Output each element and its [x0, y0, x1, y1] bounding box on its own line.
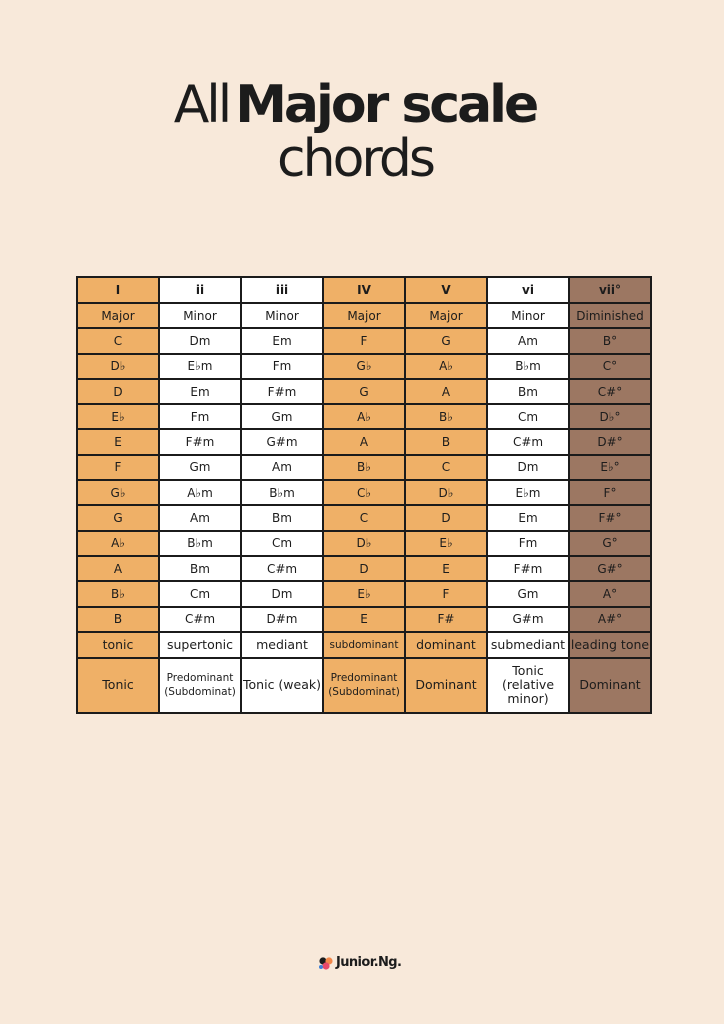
chord-cell: G#m	[487, 607, 569, 632]
chord-cell: B♭	[323, 455, 405, 480]
chord-cell: C♭	[323, 480, 405, 505]
degree-header: ii	[159, 277, 241, 303]
chord-cell: G	[405, 328, 487, 353]
header-row	[77, 277, 651, 303]
chord-quality: Minor	[241, 303, 323, 328]
chord-cell: Am	[241, 455, 323, 480]
chord-quality: Diminished	[569, 303, 651, 328]
degree-header: V	[405, 277, 487, 303]
degree-header: I	[77, 277, 159, 303]
chord-cell: F	[77, 455, 159, 480]
chord-cell: E♭	[323, 581, 405, 606]
chord-cell: Fm	[487, 531, 569, 556]
table-row	[77, 455, 651, 480]
title-line-2: chords	[277, 129, 433, 189]
chord-cell: A♭m	[159, 480, 241, 505]
role-line: Dominant	[415, 677, 477, 693]
chord-cell: F	[323, 328, 405, 353]
chord-cell: E♭°	[569, 455, 651, 480]
chord-cell: F#m	[487, 556, 569, 581]
chord-cell: F#°	[569, 505, 651, 530]
chord-cell: G#m	[241, 429, 323, 454]
chord-cell: F°	[569, 480, 651, 505]
table-row	[77, 581, 651, 606]
chord-cell: G♭	[77, 480, 159, 505]
function-name: dominant	[405, 632, 487, 658]
role-line: Dominant	[579, 677, 641, 693]
chord-cell: C	[323, 505, 405, 530]
function-name: submediant	[487, 632, 569, 658]
role-line: minor)	[507, 691, 549, 707]
chord-cell: Dm	[487, 455, 569, 480]
chord-cell: Gm	[487, 581, 569, 606]
chord-cell: G♭	[323, 354, 405, 379]
brand-logo-icon	[318, 956, 334, 970]
chord-quality: Major	[405, 303, 487, 328]
chord-cell: D#m	[241, 607, 323, 632]
chord-cell: B♭	[77, 581, 159, 606]
harmonic-role	[241, 658, 323, 713]
table-row	[77, 404, 651, 429]
chord-cell: B♭	[405, 404, 487, 429]
chord-quality: Minor	[159, 303, 241, 328]
chord-quality: Minor	[487, 303, 569, 328]
role-row	[77, 658, 651, 713]
chord-cell: F	[405, 581, 487, 606]
role-line: Predominant	[166, 672, 234, 685]
chord-quality: Major	[77, 303, 159, 328]
chord-cell: A#°	[569, 607, 651, 632]
page-title	[0, 75, 710, 189]
role-line: Tonic	[102, 677, 134, 693]
role-line: (Subdominat)	[164, 686, 236, 699]
function-name: mediant	[241, 632, 323, 658]
chord-cell: C°	[569, 354, 651, 379]
chord-cell: F#m	[159, 429, 241, 454]
brand-logo	[318, 955, 401, 970]
chord-cell: Bm	[241, 505, 323, 530]
chord-cell: D♭°	[569, 404, 651, 429]
title-line-1	[0, 76, 710, 134]
chord-cell: G°	[569, 531, 651, 556]
chord-cell: Cm	[159, 581, 241, 606]
harmonic-role	[159, 658, 241, 713]
chord-cell: B	[405, 429, 487, 454]
chord-cell: Em	[241, 328, 323, 353]
table-row	[77, 531, 651, 556]
chord-cell: B°	[569, 328, 651, 353]
role-line: Tonic	[512, 663, 544, 679]
chord-cell: Gm	[159, 455, 241, 480]
chord-cell: B♭m	[241, 480, 323, 505]
table-row	[77, 556, 651, 581]
chord-cell: Am	[159, 505, 241, 530]
chord-cell: A♭	[405, 354, 487, 379]
degree-header: vi	[487, 277, 569, 303]
chord-cell: A	[323, 429, 405, 454]
harmonic-role	[323, 658, 405, 713]
chord-cell: F#	[405, 607, 487, 632]
chord-cell: C	[405, 455, 487, 480]
chord-cell: G	[77, 505, 159, 530]
role-line: Predominant	[330, 672, 398, 685]
chord-cell: D♭	[323, 531, 405, 556]
chord-cell: B♭m	[487, 354, 569, 379]
chord-cell: Fm	[241, 354, 323, 379]
harmonic-role	[487, 658, 569, 713]
chord-cell: E	[405, 556, 487, 581]
chord-cell: E♭	[405, 531, 487, 556]
degree-header: iii	[241, 277, 323, 303]
chord-cell: E♭m	[487, 480, 569, 505]
chord-quality: Major	[323, 303, 405, 328]
chord-cell: Bm	[159, 556, 241, 581]
function-name: leading tone	[569, 632, 651, 658]
title-light: All	[173, 75, 230, 135]
chord-cell: A	[77, 556, 159, 581]
chord-cell: Bm	[487, 379, 569, 404]
chord-cell: Gm	[241, 404, 323, 429]
table-row	[77, 505, 651, 530]
function-name: supertonic	[159, 632, 241, 658]
chord-cell: F#m	[241, 379, 323, 404]
chord-cell: D	[405, 505, 487, 530]
chord-cell: A°	[569, 581, 651, 606]
chord-cell: C#m	[159, 607, 241, 632]
table-row	[77, 354, 651, 379]
degree-header: vii°	[569, 277, 651, 303]
quality-row	[77, 303, 651, 328]
table-row	[77, 379, 651, 404]
table-row	[77, 328, 651, 353]
chord-cell: Dm	[159, 328, 241, 353]
chord-cell: G#°	[569, 556, 651, 581]
chord-cell: Am	[487, 328, 569, 353]
chord-cell: Dm	[241, 581, 323, 606]
chord-cell: Em	[159, 379, 241, 404]
harmonic-role	[569, 658, 651, 713]
table-row	[77, 429, 651, 454]
chord-cell: G	[323, 379, 405, 404]
harmonic-role	[405, 658, 487, 713]
chord-cell: E♭	[77, 404, 159, 429]
chord-cell: D#°	[569, 429, 651, 454]
chord-cell: D	[77, 379, 159, 404]
function-name: subdominant	[323, 632, 405, 658]
harmonic-role	[77, 658, 159, 713]
chord-cell: Fm	[159, 404, 241, 429]
chord-cell: Cm	[241, 531, 323, 556]
chord-cell: Cm	[487, 404, 569, 429]
chord-cell: C#m	[241, 556, 323, 581]
chord-cell: B♭m	[159, 531, 241, 556]
chord-cell: A♭	[77, 531, 159, 556]
chord-cell: E	[77, 429, 159, 454]
chord-cell: D♭	[77, 354, 159, 379]
role-line: (Subdominat)	[328, 686, 400, 699]
role-line: (relative	[501, 677, 555, 693]
function-name: tonic	[77, 632, 159, 658]
chord-cell: A	[405, 379, 487, 404]
chord-cell: C	[77, 328, 159, 353]
title-bold: Major scale	[235, 75, 537, 135]
degree-header: IV	[323, 277, 405, 303]
chord-cell: A♭	[323, 404, 405, 429]
chord-cell: C#m	[487, 429, 569, 454]
function-row	[77, 632, 651, 658]
role-line: Tonic (weak)	[243, 677, 321, 693]
table-row	[77, 607, 651, 632]
chord-cell: D♭	[405, 480, 487, 505]
chord-cell: B	[77, 607, 159, 632]
brand-name: Junior.Ng.	[336, 955, 402, 970]
chord-cell: E	[323, 607, 405, 632]
table-row	[77, 480, 651, 505]
chord-cell: E♭m	[159, 354, 241, 379]
chord-table	[76, 276, 652, 714]
chord-cell: D	[323, 556, 405, 581]
chord-cell: Em	[487, 505, 569, 530]
chord-cell: C#°	[569, 379, 651, 404]
